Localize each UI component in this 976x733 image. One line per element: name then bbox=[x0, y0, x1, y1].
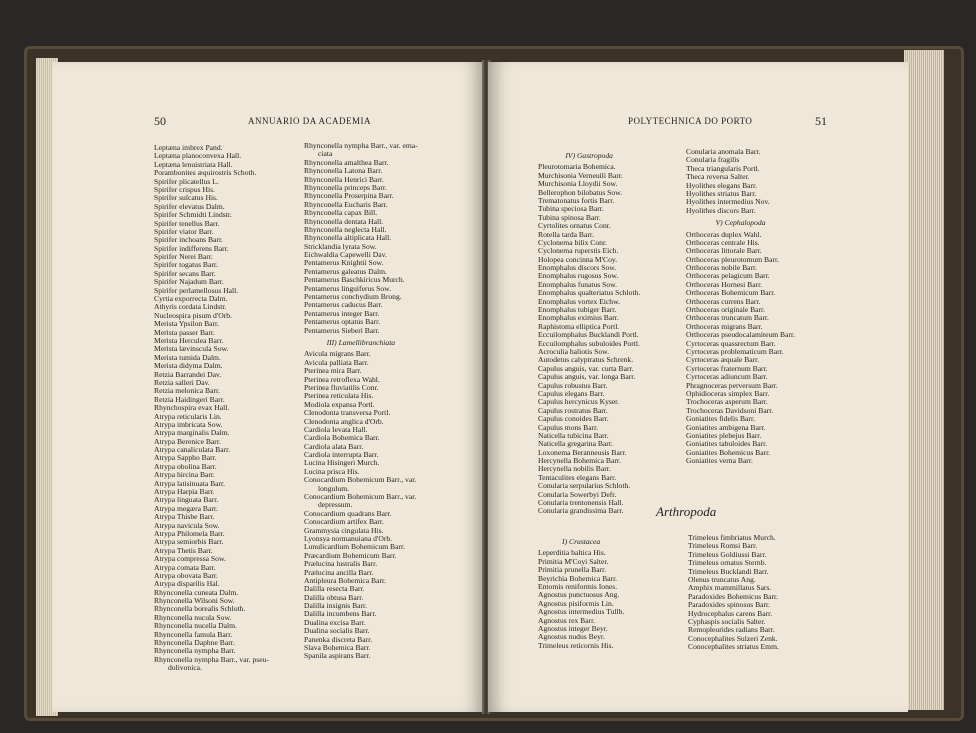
list-item: Orthoceras originale Barr. bbox=[686, 305, 766, 315]
list-item: Hyolithes elegans Barr. bbox=[686, 180, 758, 190]
list-item: Pentamerus Baschkiricus Murch. bbox=[304, 275, 405, 285]
list-item: Spirifer Schmidti Lindstr. bbox=[154, 210, 232, 220]
list-item: Rhynconella nympha Barr., var. ema- bbox=[304, 141, 418, 150]
list-item: Pleurotomaria Bohemica. bbox=[538, 162, 616, 172]
section-heading-arthropoda: Arthropoda bbox=[656, 504, 717, 519]
list-item: Acroculia haliotis Sow. bbox=[538, 346, 610, 356]
list-item: Pentamerus conchydium Brong. bbox=[304, 292, 402, 302]
list-item: Beyrichia Bohemica Barr. bbox=[538, 573, 618, 583]
list-item: Atrypa Harpia Barr. bbox=[154, 487, 215, 497]
list-item: Clenodonta transversa Portl. bbox=[304, 408, 391, 418]
list-item: Cyrtoceras fraternum Barr. bbox=[686, 363, 768, 373]
list-item: Capulus hercynicus Kyser. bbox=[538, 397, 620, 407]
list-item: Capulus anguis, var. longa Barr. bbox=[538, 372, 636, 382]
list-item: Agnostus integer Beyr. bbox=[538, 623, 608, 633]
list-item: Conocardium artifex Barr. bbox=[304, 517, 384, 527]
list-item: Cyclonema ruperstis Eich. bbox=[538, 246, 619, 256]
list-item: Rhynconella princeps Barr. bbox=[304, 182, 387, 192]
list-item: Rhynconella nympha Barr., var. pseu- bbox=[154, 654, 269, 664]
list-item: Leptæna imbrex Pand. bbox=[154, 143, 223, 152]
list-item: Rhynconella nucula Sow. bbox=[154, 612, 232, 622]
list-item: Trimeleus ornatus Sternb. bbox=[688, 558, 767, 568]
list-item: Dalilla incumbens Barr. bbox=[304, 609, 377, 619]
list-item: Cardiola alata Barr. bbox=[304, 441, 364, 451]
list-item: Atrypa navicula Sow. bbox=[154, 520, 220, 530]
list-item: Orthoceras littorale Barr. bbox=[686, 246, 762, 256]
list-item: Cyrtoceras æquale Barr. bbox=[686, 355, 760, 365]
list-item: Dualina excisa Barr. bbox=[304, 617, 366, 627]
list-item: Cyrtoceras problematicum Barr. bbox=[686, 346, 784, 356]
list-item: Avicula migrans Barr. bbox=[304, 349, 371, 359]
list-item: Hyolithes discors Barr. bbox=[686, 205, 756, 215]
crustacea-column-2 bbox=[688, 534, 779, 651]
left-column-1 bbox=[154, 144, 269, 673]
list-item: Primitia prunella Barr. bbox=[538, 565, 607, 575]
list-item: Lyonsya normanuiana d'Orb. bbox=[304, 533, 393, 543]
list-item: Atrypa imbricata Sow. bbox=[154, 419, 223, 429]
list-item: Atrypa marginalis Dalm. bbox=[154, 428, 230, 438]
list-item: Capulus rostratus Barr. bbox=[538, 405, 608, 415]
list-item: Merista Herculea Barr. bbox=[154, 335, 224, 345]
list-item: Eichwaldia Capewelli Dav. bbox=[304, 250, 387, 260]
list-item: Goniatites tabuloides Barr. bbox=[686, 439, 768, 449]
list-item: Bellerophon bilobatus Sow. bbox=[538, 187, 623, 197]
list-item: Spirifer elevatus Dalm. bbox=[154, 201, 225, 211]
list-item: Rhynchospira evax Hall. bbox=[154, 403, 230, 413]
list-item: Pentamerus linguiferus Sow. bbox=[304, 283, 392, 293]
right-column-1 bbox=[538, 148, 640, 516]
page-edges-right bbox=[904, 50, 944, 710]
list-item: Rhynconella borealis Schloth. bbox=[154, 604, 246, 614]
list-item: Hydrocephalus carens Barr. bbox=[688, 608, 773, 618]
list-item: Rhynconella Latona Barr. bbox=[304, 166, 383, 176]
list-item: Leptæna lenuistriata Hall. bbox=[154, 159, 233, 169]
list-item: Retzia salleri Dav. bbox=[154, 377, 210, 387]
list-item: Pentamerus caducus Barr. bbox=[304, 300, 383, 310]
list-item: Dalilla obtusa Barr. bbox=[304, 592, 364, 602]
list-item: Dualina socialis Barr. bbox=[304, 626, 370, 636]
list-item: Conocephalites Sulzeri Zenk. bbox=[688, 633, 778, 643]
list-item: Cyrtoceras quassrectum Barr. bbox=[686, 338, 776, 348]
page-number-left: 50 bbox=[154, 114, 166, 128]
list-item: Goniatites Bohemicus Barr. bbox=[686, 447, 771, 457]
list-item: Cardiola Bohemica Barr. bbox=[304, 433, 380, 443]
list-item: Cyrtia exporrecta Dalm. bbox=[154, 294, 228, 304]
list-item: Atrypa obolina Barr. bbox=[154, 461, 217, 471]
list-item: Enomphalus vortex Eichw. bbox=[538, 296, 620, 306]
section-heading-gastropoda: IV) Gastropoda bbox=[565, 151, 613, 160]
list-item: Goniatites ambigena Barr. bbox=[686, 422, 766, 432]
list-item: Retzia Barrandei Dav. bbox=[154, 369, 222, 379]
list-item: Agnostus pisiformis Lin. bbox=[538, 598, 614, 608]
list-item: Theca reversa Salter. bbox=[686, 172, 750, 182]
list-item: Avicula palliata Barr. bbox=[304, 357, 369, 367]
section-heading-crustacea: I) Crustacea bbox=[562, 537, 601, 546]
list-item: Conularia fragilis bbox=[686, 155, 740, 165]
list-item: Rhynconella Eucharis Barr. bbox=[304, 199, 388, 209]
list-item: Spirifer inchoans Barr. bbox=[154, 235, 223, 245]
list-item: Atrypa Thisbe Barr. bbox=[154, 512, 215, 522]
list-item: Retzia Haidingeri Barr. bbox=[154, 394, 225, 404]
list-item: Spirifer togatus Barr. bbox=[154, 260, 218, 270]
list-item: longulum. bbox=[318, 483, 350, 493]
list-item: Lunulicardium Bohemicum Barr. bbox=[304, 542, 406, 552]
list-item: Atrypa canaliculata Barr. bbox=[154, 445, 231, 455]
list-item: Conularia serpularius Schloth. bbox=[538, 481, 631, 491]
list-item: Orthoceras Bohemicum Barr. bbox=[686, 288, 776, 298]
list-item: Enomphalus tubiger Barr. bbox=[538, 305, 617, 315]
list-item: Conularia trentonensis Hall. bbox=[538, 498, 624, 508]
list-item: Dalilla resecta Barr. bbox=[304, 584, 365, 594]
list-item: Rhynconella cuneata Dalm. bbox=[154, 587, 239, 597]
list-item: Remopleurides radians Barr. bbox=[688, 625, 775, 635]
list-item: Rhynconella Proserpina Barr. bbox=[304, 191, 394, 201]
list-item: Goniatites verna Barr. bbox=[686, 456, 753, 466]
list-item: Rhynconella dentata Hall. bbox=[304, 216, 384, 226]
crustacea-column-1 bbox=[538, 534, 624, 650]
list-item: Enomphalus eximius Barr. bbox=[538, 313, 619, 323]
list-item: Pterinea retroflexa Wahl. bbox=[304, 374, 380, 384]
list-item: Orthoceras duplex Wahl. bbox=[686, 229, 762, 239]
list-item: Atrypa hircina Barr. bbox=[154, 470, 215, 480]
list-item: Phragnoceras perversum Barr. bbox=[686, 380, 778, 390]
list-item: Agnostus intermedius Tullb. bbox=[538, 607, 625, 617]
list-item: Retzia melonica Barr. bbox=[154, 386, 220, 396]
list-item: Conularia anomala Barr. bbox=[686, 147, 761, 156]
list-item: ciata bbox=[318, 149, 333, 159]
list-item: Prælucina ancilla Barr. bbox=[304, 567, 374, 577]
list-item: Orthoceras truncatum Barr. bbox=[686, 313, 769, 323]
left-column-2 bbox=[304, 142, 418, 661]
list-item: Cyrtolites ornatus Conr. bbox=[538, 221, 611, 231]
list-item: Paradoxides spinosus Barr. bbox=[688, 600, 771, 610]
list-item: Stricklandia lyrata Sow. bbox=[304, 241, 377, 251]
list-item: Merista Ypsilon Barr. bbox=[154, 319, 220, 329]
list-item: Rhynconella altiplicata Hall. bbox=[304, 233, 392, 243]
list-item: Atrypa compressa Sow. bbox=[154, 554, 226, 564]
list-item: Tubina spinosa Barr. bbox=[538, 212, 601, 222]
list-item: Cardiola interrupta Barr. bbox=[304, 450, 379, 460]
list-item: Orthoceras centrale His. bbox=[686, 237, 760, 247]
list-item: Præcardium Bohemicum Barr. bbox=[304, 550, 397, 560]
list-item: dolivonica. bbox=[168, 663, 202, 673]
list-item: Orthoceras nobile Barr. bbox=[686, 263, 758, 273]
list-item: Naticella gregarina Barr. bbox=[538, 439, 613, 449]
list-item: Athyris cordata Lindstr. bbox=[154, 302, 227, 312]
list-item: Merista lævinscula Sow. bbox=[154, 344, 229, 354]
list-item: Capulus elegans Barr. bbox=[538, 388, 605, 398]
list-item: Spirifer sulcatus His. bbox=[154, 193, 218, 203]
list-item: Capulus conoides Barr. bbox=[538, 414, 609, 424]
list-item: Atrypa reticularis Lin. bbox=[154, 411, 222, 421]
list-item: Rhynconella amalthea Barr. bbox=[304, 157, 389, 167]
list-item: Pentamerus galeatus Dalm. bbox=[304, 266, 387, 276]
list-item: Eccuilomphalus Bucklandi Portl. bbox=[538, 330, 639, 340]
list-item: Atrypa obovata Barr. bbox=[154, 570, 218, 580]
list-item: Enomphalus funatus Sow. bbox=[538, 279, 618, 289]
list-item: Rhynconella Wilsoni Sow. bbox=[154, 596, 235, 606]
list-item: Cyrtoceras adiuncum Barr. bbox=[686, 372, 768, 382]
list-item: Modiola expansa Portl. bbox=[304, 399, 375, 409]
list-item: Trimeleus fimbriatus Murch. bbox=[688, 533, 776, 542]
list-item: Grammysia cingulata His. bbox=[304, 525, 384, 535]
section-heading-lamellibranchiata: III) Lamellibranchiata bbox=[326, 337, 396, 347]
list-item: Ophidioceras simplex Barr. bbox=[686, 388, 770, 398]
list-item: Goniatites plebejus Barr. bbox=[686, 430, 762, 440]
list-item: Spirifer indifferens Barr. bbox=[154, 243, 229, 253]
list-item: Prælucina lustralis Barr. bbox=[304, 559, 378, 569]
list-item: Atrypa Berenice Barr. bbox=[154, 436, 221, 446]
list-item: Tubina speciosa Barr. bbox=[538, 204, 604, 214]
list-item: Spirifer Nerei Barr. bbox=[154, 252, 213, 262]
list-item: Olenus truncatus Ang. bbox=[688, 574, 756, 584]
list-item: Capulus robustus Barr. bbox=[538, 380, 608, 390]
list-item: Agnostus rex Barr. bbox=[538, 615, 596, 625]
list-item: Atrypa Philomela Barr. bbox=[154, 528, 225, 538]
list-item: Rhynconella Henrici Barr. bbox=[304, 174, 384, 184]
list-item: Rotella tarda Barr. bbox=[538, 229, 594, 239]
list-item: Pterinea mira Barr. bbox=[304, 366, 362, 376]
list-item: Merista tumida Dalm. bbox=[154, 352, 221, 362]
list-item: Leperditia baltica His. bbox=[538, 548, 606, 558]
list-item: Spirifer tenellus Barr. bbox=[154, 218, 220, 228]
list-item: Conocardium quadrans Barr. bbox=[304, 508, 392, 518]
list-item: Orthoceras pseudocalamiteum Barr. bbox=[686, 330, 796, 340]
list-item: Orthoceras migrans Barr. bbox=[686, 321, 763, 331]
list-item: Autodetus calyptratus Schrenk. bbox=[538, 355, 634, 365]
list-item: Murchisonia Verneuili Barr. bbox=[538, 170, 623, 180]
right-page bbox=[488, 62, 908, 712]
list-item: Rhynconella capax Bill. bbox=[304, 208, 378, 218]
list-item: Raphistoma elliptica Portl. bbox=[538, 321, 620, 331]
section-heading-cephalopoda: V) Cephalopoda bbox=[715, 218, 766, 228]
list-item: Conocardium Bohemicum Barr., var. bbox=[304, 492, 417, 502]
list-item: Trimeleus Romsi Barr. bbox=[688, 541, 758, 551]
list-item: Pentamerus integer Barr. bbox=[304, 308, 380, 318]
list-item: Murchisonia Lloydii Sow. bbox=[538, 179, 618, 189]
list-item: Capulus anguis, var. curta Barr. bbox=[538, 363, 634, 373]
list-item: Hyolithes striatus Barr. bbox=[686, 188, 757, 198]
list-item: Hercynella nobilis Barr. bbox=[538, 464, 611, 474]
list-item: Spirifer crispus His. bbox=[154, 184, 215, 194]
list-item: Orthoceras Hornesi Barr. bbox=[686, 279, 763, 289]
list-item: Rhynconella neglecta Hall. bbox=[304, 224, 387, 234]
list-item: Theca triangularis Portl. bbox=[686, 163, 760, 173]
list-item: Spirifer plicatellus L. bbox=[154, 176, 219, 186]
list-item: Spirifer perlamellosus Hall. bbox=[154, 285, 239, 295]
list-item: Atrypa latisinuata Barr. bbox=[154, 478, 226, 488]
list-item: Trimeleus Bucklandi Barr. bbox=[688, 566, 769, 576]
list-item: Rhynconella nucella Dalm. bbox=[154, 621, 237, 631]
list-item: Orthoceras pleurotomum Barr. bbox=[686, 254, 779, 264]
list-item: Leptæna planoconvexa Hall. bbox=[154, 151, 242, 161]
list-item: Conocardium Bohemicum Barr., var. bbox=[304, 475, 417, 485]
list-item: Spirifer Najadum Barr. bbox=[154, 277, 224, 287]
list-item: Conocephalites striatus Emm. bbox=[688, 642, 779, 652]
list-item: Hercynella Bohemica Barr. bbox=[538, 456, 621, 466]
list-item: Enomphalus discors Sow. bbox=[538, 263, 617, 273]
list-item: Eccuilomphalus subuloides Portl. bbox=[538, 338, 640, 348]
running-head-left: ANNUARIO DA ACADEMIA bbox=[248, 116, 372, 126]
left-page bbox=[52, 62, 484, 712]
list-item: Enomphalus qualteriatus Schloth. bbox=[538, 288, 641, 298]
list-item: Amphix mammillatus Sars. bbox=[688, 583, 772, 593]
list-item: Pterinea reticulata His. bbox=[304, 391, 374, 401]
list-item: Trimeleus Goldiussi Barr. bbox=[688, 549, 767, 559]
list-item: Spanila aspirans Barr. bbox=[304, 651, 371, 661]
running-head-right: POLYTECHNICA DO PORTO bbox=[628, 116, 753, 126]
list-item: Naticella tubicina Barr. bbox=[538, 430, 609, 440]
list-item: Orthoceras currens Barr. bbox=[686, 296, 761, 306]
list-item: Conularia Sowerbyi Defr. bbox=[538, 489, 617, 499]
list-item: Hyolithes intermedius Nov. bbox=[686, 197, 770, 207]
list-item: Atrypa Thetis Barr. bbox=[154, 545, 213, 555]
list-item: Cyphaspis socialis Salter. bbox=[688, 616, 766, 626]
list-item: Tentaculites elegans Barr. bbox=[538, 472, 617, 482]
list-item: Trimeleus reticornis His. bbox=[538, 640, 614, 650]
list-item: Panenka discreta Barr. bbox=[304, 634, 373, 644]
list-item: Atrypa megæra Barr. bbox=[154, 503, 218, 513]
list-item: Pentamerus Sieberi Barr. bbox=[304, 325, 380, 335]
list-item: Agnostus punctuosus Ang. bbox=[538, 590, 620, 600]
list-item: Pterinea fluviatilis Conr. bbox=[304, 382, 379, 392]
list-item: Spirifer secans Barr. bbox=[154, 268, 216, 278]
list-item: Loxonema Beranneusis Barr. bbox=[538, 447, 627, 457]
list-item: Pentamerus optatus Barr. bbox=[304, 317, 381, 327]
list-item: Rhynconella nympha Barr. bbox=[154, 646, 236, 656]
list-item: Lucina prisca His. bbox=[304, 466, 360, 476]
list-item: Spirifer viator Barr. bbox=[154, 226, 214, 236]
list-item: Agnostus nudus Beyr. bbox=[538, 632, 605, 642]
list-item: Atrypa Sappho Barr. bbox=[154, 453, 217, 463]
list-item: Atrypa linguata Barr. bbox=[154, 495, 219, 505]
list-item: Entomis reniformis Iones. bbox=[538, 581, 618, 591]
list-item: Dalilla insignis Barr. bbox=[304, 601, 368, 611]
list-item: Atrypa semiorbis Barr. bbox=[154, 537, 224, 547]
list-item: Clenodonta anglica d'Orb. bbox=[304, 416, 384, 426]
list-item: Lucina Hisingeri Murch. bbox=[304, 458, 380, 468]
list-item: Slava Bohemica Barr. bbox=[304, 643, 371, 653]
list-item: Conularia grandissima Barr. bbox=[538, 506, 624, 516]
list-item: Trematonatus fortis Barr. bbox=[538, 195, 615, 205]
list-item: Atrypa comata Barr. bbox=[154, 562, 216, 572]
list-item: Cyclonema bilix Conr. bbox=[538, 237, 607, 247]
page-number-right: 51 bbox=[815, 114, 827, 128]
list-item: Holopea concinna M'Coy. bbox=[538, 254, 618, 264]
list-item: depressum. bbox=[318, 500, 353, 510]
list-item: Merista didyma Dalm. bbox=[154, 361, 223, 371]
list-item: Capulus mons Barr. bbox=[538, 422, 599, 432]
list-item: Trochoceras Davidsoni Barr. bbox=[686, 405, 774, 415]
right-column-2 bbox=[686, 148, 795, 465]
list-item: Merista passer Barr. bbox=[154, 327, 215, 337]
list-item: Pentamerus Knightii Sow. bbox=[304, 258, 384, 268]
list-item: Porambonites æquirostris Schoth. bbox=[154, 168, 257, 178]
list-item: Goniatites fidelis Barr. bbox=[686, 414, 755, 424]
list-item: Nucleospira pisum d'Orb. bbox=[154, 310, 232, 320]
list-item: Orthoceras pelagicum Barr. bbox=[686, 271, 770, 281]
list-item: Trochoceras asperum Barr. bbox=[686, 397, 768, 407]
list-item: Rhynconella famula Barr. bbox=[154, 629, 233, 639]
list-item: Enomphalus rugosus Sow. bbox=[538, 271, 619, 281]
list-item: Paradoxides Bohemicus Barr. bbox=[688, 591, 779, 601]
list-item: Rhynconella Daphne Barr. bbox=[154, 638, 235, 648]
list-item: Atrypa disparilis Hal. bbox=[154, 579, 220, 589]
list-item: Antipleura Bohemica Barr. bbox=[304, 575, 387, 585]
list-item: Cardiola Ievata Hall. bbox=[304, 424, 368, 434]
list-item: Primitia M'Coyi Salter. bbox=[538, 556, 609, 566]
